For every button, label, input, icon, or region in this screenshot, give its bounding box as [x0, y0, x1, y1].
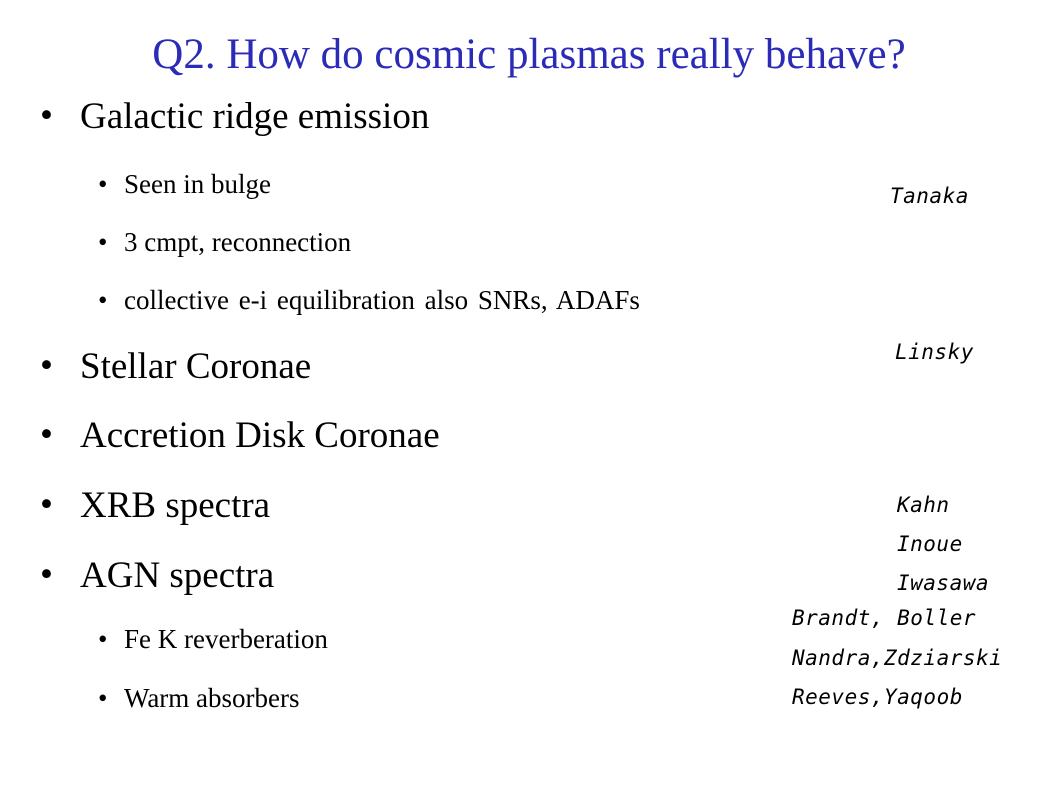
bullet-dot: • [98, 227, 108, 257]
bullet-text: XRB spectra [80, 485, 271, 526]
bullet-text: Accretion Disk Coronae [80, 415, 440, 456]
bullet-text: Galactic ridge emission [80, 96, 430, 137]
name-nandra-zdziarski: Nandra,Zdziarski [792, 646, 1003, 670]
bullet-text: 3 cmpt, reconnection [124, 227, 352, 257]
bullet-dot: • [40, 554, 53, 595]
bullet-dot: • [40, 95, 53, 136]
bullet-dot: • [98, 285, 108, 315]
bullet-dot: • [98, 624, 108, 654]
bullet-text: collective e-i equilibration also SNRs, ADAFs [124, 285, 640, 315]
name-kahn: Kahn [897, 493, 950, 517]
bullet-dot: • [40, 414, 53, 455]
name-brandt-boller: Brandt, Boller [792, 606, 977, 630]
bullet-dot: • [40, 484, 53, 525]
bullet-dot: • [98, 169, 108, 199]
name-iwasawa: Iwasawa [897, 571, 990, 595]
name-linsky: Linsky [895, 340, 974, 364]
bullet-text: Stellar Coronae [80, 346, 312, 387]
bullet-dot: • [98, 683, 108, 713]
bullet-text: Seen in bulge [124, 169, 271, 199]
name-reeves-yaqoob: Reeves,Yaqoob [792, 685, 963, 709]
bullet-text: Warm absorbers [124, 683, 300, 713]
name-tanaka: Tanaka [890, 184, 969, 208]
slide-title: Q2. How do cosmic plasmas really behave? [152, 31, 906, 78]
bullet-dot: • [40, 345, 53, 386]
bullet-text: Fe K reverberation [124, 624, 328, 654]
bullet-text: AGN spectra [80, 555, 275, 596]
name-inoue: Inoue [897, 532, 963, 556]
